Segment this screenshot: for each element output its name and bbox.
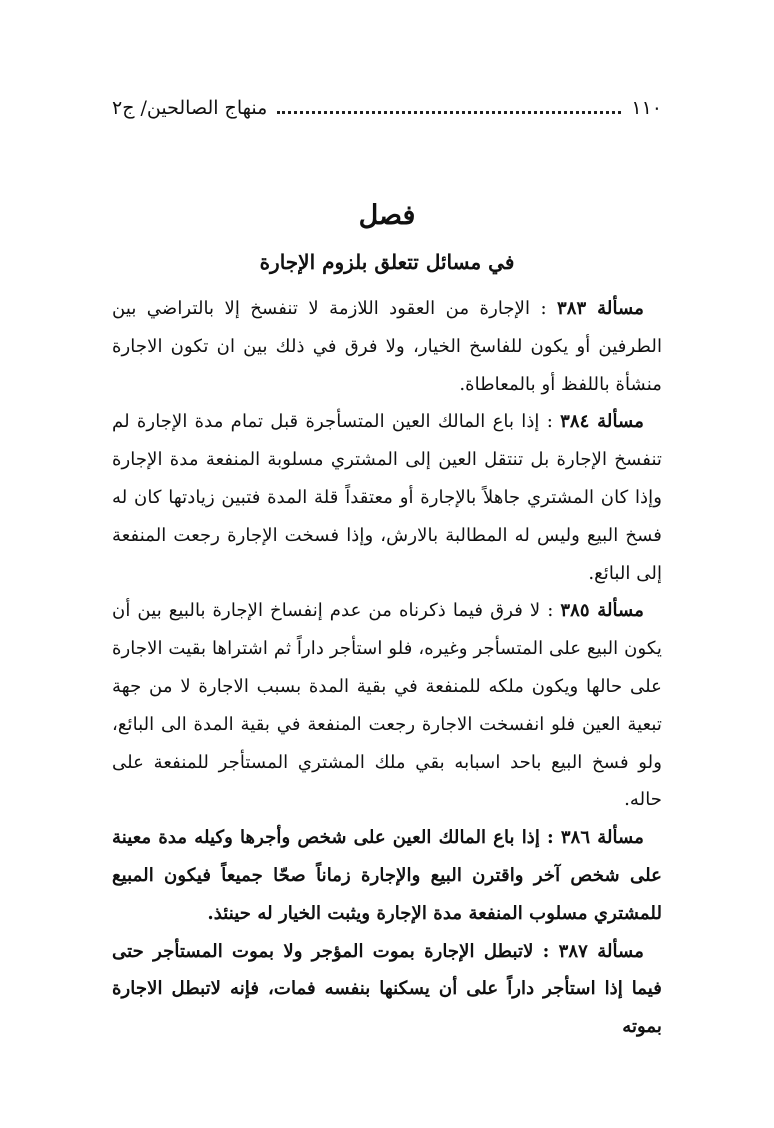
- masala-text: : لا فرق فيما ذكرناه من عدم إنفساخ الإجارة بالبيع بين أن يكون البيع على المتسأجر وغيره، فلو استأجر داراً ثم اشتراها بقيت الاجارة على حالها ويكون ملكه للمنفعة في بقية المدة بسبب الاجارة لا من جهة تبعية العين فلو انفسخت الاجارة رجعت المنفعة في بقية المدة الى البائع، ولو فسخ البيع باحد اسبابه بقي ملك المشتري المستأجر للمنفعة على حاله.: [112, 600, 662, 811]
- masala-383: [112, 290, 662, 403]
- header-dotted-leader: [277, 111, 621, 114]
- masala-label: مسألة ٣٨٦: [560, 827, 645, 849]
- masala-label: مسألة ٣٨٥: [560, 600, 644, 622]
- masala-label: مسألة ٣٨٤: [560, 411, 644, 433]
- page-number: ١١٠: [631, 97, 662, 119]
- masala-386: [112, 819, 662, 932]
- masala-text: : إذا باع المالك العين على شخص وأجرها وكيله مدة معينة على شخص آخر واقترن البيع والإجارة زماناً صحّا جميعاً فيكون المبيع للمشتري مسلوب المنفعة مدة الإجارة ويثبت الخيار له حينئذ.: [112, 827, 662, 924]
- masala-384: [112, 403, 662, 592]
- masala-label: مسألة ٣٨٣: [556, 298, 644, 319]
- page-header: [112, 90, 662, 126]
- masala-385: [112, 592, 662, 819]
- section-title: فصل: [358, 200, 416, 231]
- masala-text: : لاتبطل الإجارة بموت المؤجر ولا بموت المستأجر حتى فيما إذا استأجر داراً على أن يسكنها بنفسه فمات، فإنه لاتبطل الاجارة بموته: [112, 940, 662, 1038]
- section-subtitle: في مسائل تتعلق بلزوم الإجارة: [259, 250, 515, 274]
- masala-text: : إذا باع المالك العين المتسأجرة قبل تمام مدة الإجارة لم تنفسخ الإجارة بل تنتقل العين إلى المشتري مسلوبة المنفعة مدة الإجارة وإذا كان المشتري جاهلاً بالإجارة أو معتقداً قلة المدة فتبين زيادتها كان له فسخ البيع وليس له المطالبة بالارش، وإذا فسخت الإجارة رجعت المنفعة إلى البائع.: [112, 411, 662, 584]
- masala-387: [112, 933, 662, 1046]
- masala-text: : الإجارة من العقود اللازمة لا تنفسخ إلا بالتراضي بين الطرفين أو يكون للفاسخ الخيار، ولا فرق في ذلك بين ان تكون الاجارة منشأة باللفظ أو بالمعاطاة.: [112, 298, 662, 395]
- running-title: منهاج الصالحين/ ج٢: [112, 97, 268, 119]
- body-text: [112, 290, 662, 1046]
- masala-label: مسألة ٣٨٧: [558, 940, 644, 962]
